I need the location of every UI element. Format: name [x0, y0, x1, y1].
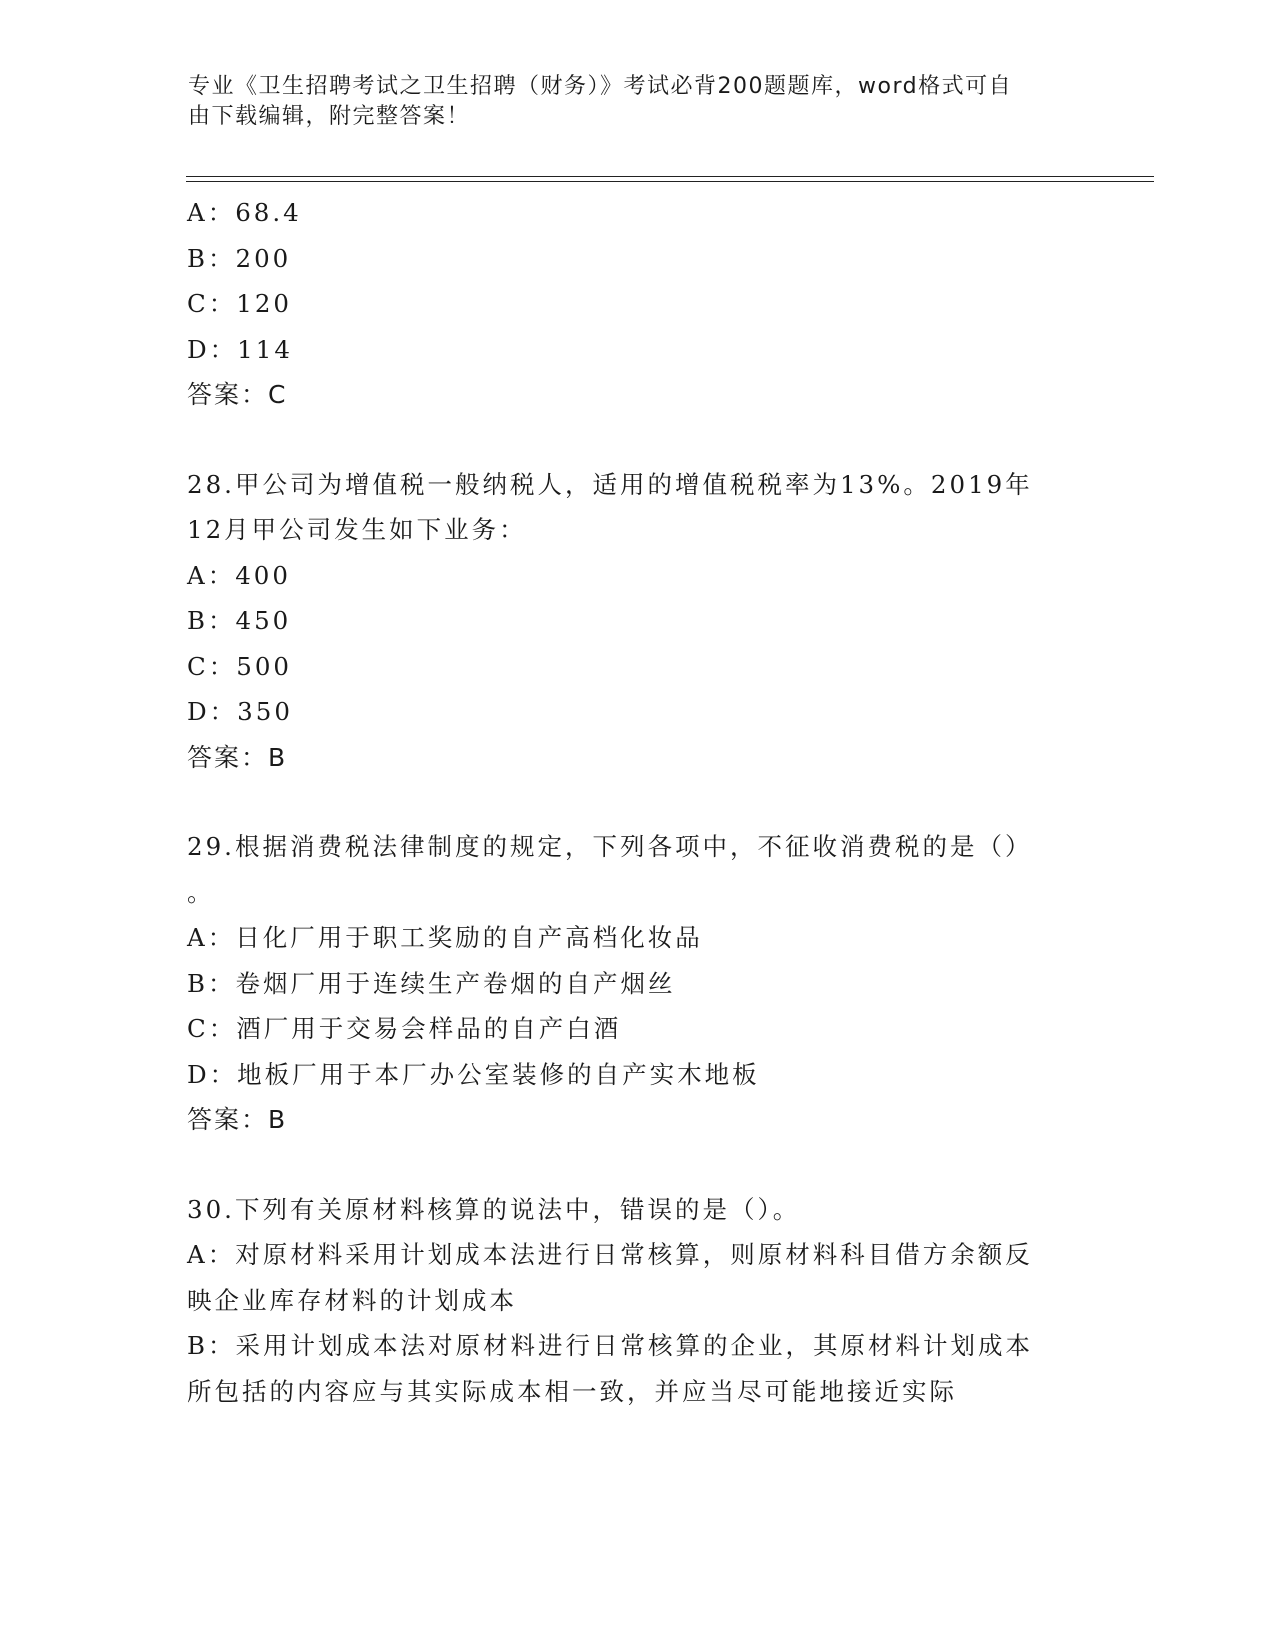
option-c: C：120 [187, 289, 293, 318]
option-d: D：地板厂用于本厂办公室装修的自产实木地板 [187, 1059, 760, 1089]
option-b: B：200 [187, 243, 292, 273]
answer: 答案：C [187, 380, 288, 409]
header-line-2: 由下载编辑，附完整答案！ [188, 104, 471, 129]
question-content [187, 190, 1087, 1414]
question-stem-continued: 12月甲公司发生如下业务： [187, 515, 527, 544]
option-a: A：日化厂用于职工奖励的自产高档化妆品 [187, 923, 703, 952]
question-stem: 28.甲公司为增值税一般纳税人，适用的增值税税率为13%。2019年 [187, 469, 1033, 499]
option-c: C：酒厂用于交易会样品的自产白酒 [187, 1014, 622, 1043]
option-d: D：350 [187, 697, 293, 726]
question-stem: 29.根据消费税法律制度的规定，下列各项中，不征收消费税的是（） [187, 832, 1033, 861]
header-divider-bottom [186, 181, 1154, 182]
answer: 答案：B [187, 742, 288, 772]
question-29 [187, 824, 1087, 1143]
option-a: A：400 [187, 560, 291, 590]
answer: 答案：B [187, 1105, 288, 1134]
option-a: A：对原材料采用计划成本法进行日常核算，则原材料科目借方余额反 [187, 1240, 1033, 1269]
document-header [188, 72, 1068, 132]
option-d: D：114 [187, 334, 293, 364]
question-30 [187, 1187, 1087, 1415]
question-28 [187, 462, 1087, 781]
option-b: B：卷烟厂用于连续生产卷烟的自产烟丝 [187, 968, 676, 998]
option-b: B：采用计划成本法对原材料进行日常核算的企业，其原材料计划成本 [187, 1331, 1034, 1360]
option-b: B：450 [187, 606, 292, 635]
option-c: C：500 [187, 651, 293, 681]
option-b-continued: 所包括的内容应与其实际成本相一致，并应当尽可能地接近实际 [187, 1376, 957, 1406]
question-27 [187, 190, 1087, 418]
question-stem-continued: 。 [187, 877, 215, 907]
option-a-continued: 映企业库存材料的计划成本 [187, 1285, 517, 1315]
option-a: A：68.4 [187, 198, 302, 227]
header-line-1: 专业《卫生招聘考试之卫生招聘（财务）》考试必背200题题库，word格式可自 [188, 74, 1013, 99]
question-stem: 30.下列有关原材料核算的说法中，错误的是（）。 [187, 1194, 801, 1224]
header-divider-top [186, 176, 1154, 177]
